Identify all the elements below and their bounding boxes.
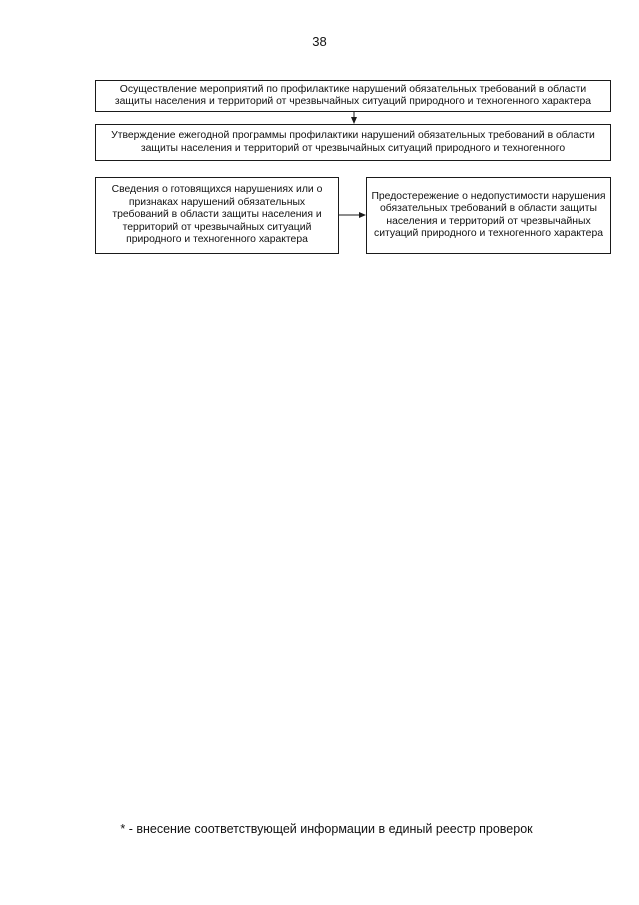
flowchart-box-warning-text: Предостережение о недопустимости нарушения обязательных требований в области защиты населения и территорий от чрезвычайных ситуаций природного и техногенного характера [371, 190, 606, 239]
flowchart-box-prevention-measures [95, 80, 611, 112]
flowchart-box-violation-information [95, 177, 339, 254]
flowchart-box-annual-program-text: Утверждение ежегодной программы профилактики нарушений обязательных требований в области защиты населения и территорий от чрезвычайных ситуаций природного и техногенного [111, 130, 595, 154]
flowchart-box-violation-information-text: Сведения о готовящихся нарушениях или о признаках нарушений обязательных требований в области защиты населения и территорий от чрезвычайных ситуаций природного и техногенного характера [111, 184, 323, 246]
flowchart-box-annual-program [95, 124, 611, 161]
page-number: 38 [312, 34, 327, 49]
flowchart-box-prevention-measures-text: Осуществление мероприятий по профилактике нарушений обязательных требований в области защиты населения и территорий от чрезвычайных ситуаций природного и техногенного характера [114, 83, 592, 107]
footnote: * - внесение соответствующей информации в единый реестр проверок [120, 822, 533, 836]
flowchart-box-warning [366, 177, 611, 254]
